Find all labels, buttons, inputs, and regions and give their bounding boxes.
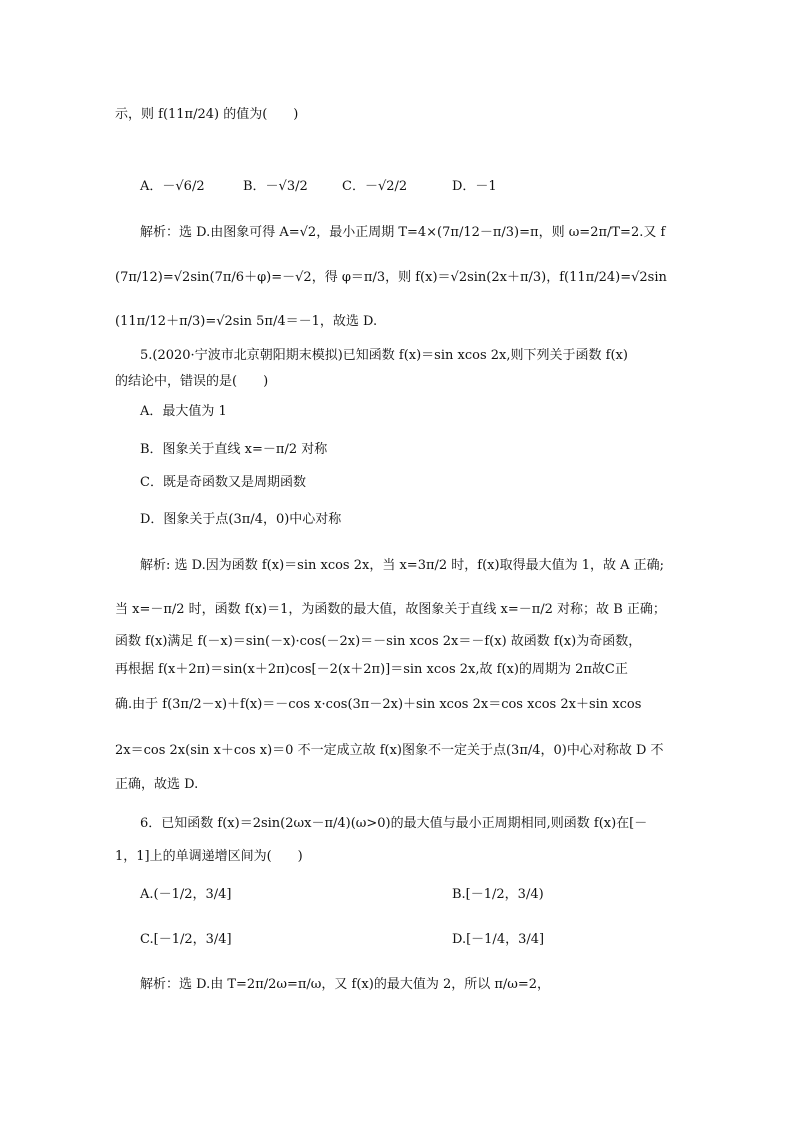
solution-line: 解析：选 D.由图象可得 A=√2，最小正周期 T=4×(7π/12－π/3)=π，则 ω=2π/T=2.又 f: [140, 225, 666, 240]
option-c: C．－√2/2: [342, 179, 408, 194]
solution-line: 再根据 f(x＋2π)＝sin(x＋2π)cos[－2(x＋2π)]＝sin xcos 2x,故 f(x)的周期为 2π故C正: [115, 662, 628, 677]
solution-line: 确.由于 f(3π/2－x)＋f(x)＝－cos x·cos(3π－2x)＋sin xcos 2x＝cos xcos 2x＋sin xcos: [115, 697, 642, 712]
option-a: A．－√6/2: [140, 179, 205, 194]
question-6-option-d: D.[－1/4，3/4]: [452, 932, 545, 947]
option-d: D．－1: [452, 179, 497, 194]
question-5-option-d: D．图象关于点(3π/4，0)中心对称: [140, 512, 342, 527]
question-5-stem: 5.(2020·宁波市北京朝阳期末模拟)已知函数 f(x)＝sin xcos 2x,则下列关于函数 f(x): [140, 348, 628, 363]
question-6-option-b: B.[－1/2，3/4): [452, 887, 544, 902]
question-6-stem: 6．已知函数 f(x)＝2sin(2ωx－π/4)(ω>0)的最大值与最小正周期相同,则函数 f(x)在[－: [140, 816, 648, 831]
solution-line: (7π/12)=√2sin(7π/6＋φ)=－√2，得 φ＝π/3，则 f(x)＝√2sin(2x＋π/3)，f(11π/24)=√2sin: [115, 270, 667, 285]
question-5-stem: 的结论中，错误的是( ): [115, 374, 269, 389]
solution-line: 函数 f(x)满足 f(－x)＝sin(－x)·cos(－2x)＝－sin xcos 2x＝－f(x) 故函数 f(x)为奇函数，: [115, 634, 642, 649]
solution-line: 当 x=－π/2 时，函数 f(x)＝1，为函数的最大值，故图象关于直线 x=－π/2 对称；故 B 正确；: [115, 602, 666, 617]
solution-line: 正确，故选 D.: [115, 777, 199, 792]
solution-line: 解析: 选 D.因为函数 f(x)＝sin xcos 2x，当 x=3π/2 时，f(x)取得最大值为 1，故 A 正确;: [140, 558, 665, 573]
text-line: 示，则 f(11π/24) 的值为( ): [115, 107, 299, 122]
question-5-option-a: A．最大值为 1: [140, 404, 227, 419]
question-6-option-c: C.[－1/2，3/4]: [140, 932, 232, 947]
option-b: B．－√3/2: [243, 179, 308, 194]
question-5-option-b: B．图象关于直线 x=－π/2 对称: [140, 442, 328, 457]
solution-line: 2x＝cos 2x(sin x＋cos x)＝0 不一定成立故 f(x)图象不一定关于点(3π/4，0)中心对称故 D 不: [115, 743, 664, 758]
question-6-stem: 1，1]上的单调递增区间为( ): [115, 849, 303, 864]
solution-line: 解析：选 D.由 T=2π/2ω=π/ω，又 f(x)的最大值为 2，所以 π/ω=2，: [140, 977, 551, 992]
question-5-option-c: C．既是奇函数又是周期函数: [140, 475, 306, 490]
solution-line: (11π/12＋π/3)=√2sin 5π/4＝－1，故选 D.: [115, 314, 378, 329]
question-6-option-a: A.(－1/2，3/4]: [140, 887, 232, 902]
